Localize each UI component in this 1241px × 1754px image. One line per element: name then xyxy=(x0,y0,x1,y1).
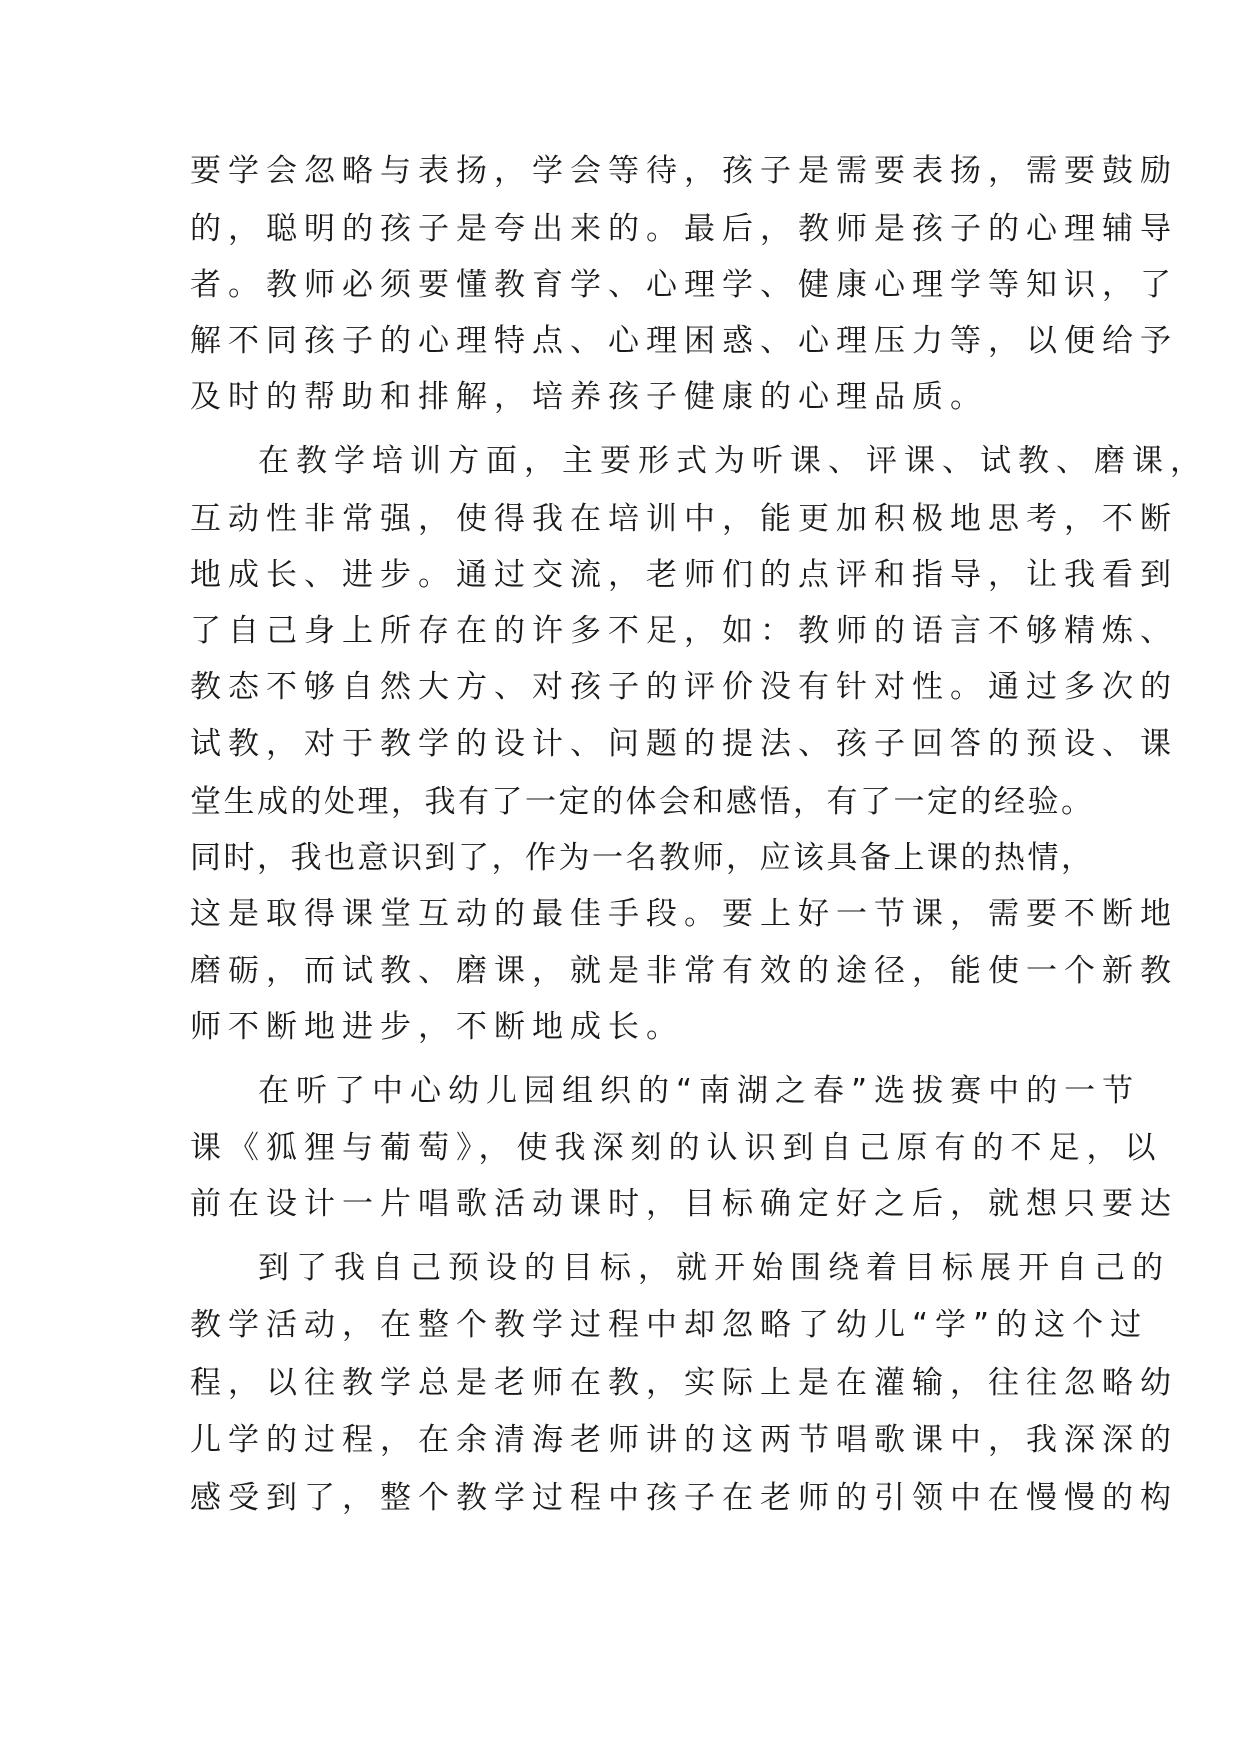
text-line: 及时的帮助和排解，培养孩子健康的心理品质。 xyxy=(190,379,988,415)
text-line: 课《狐狸与葡萄》，使我深刻的认识到自己原有的不足，以 xyxy=(190,1130,1163,1166)
text-line: 这是取得课堂互动的最佳手段。要上好一节课，需要不断地 xyxy=(190,896,1178,932)
text-line: 同时，我也意识到了，作为一名教师，应该具备上课的热情， xyxy=(190,840,1095,876)
text-line: 要学会忽略与表扬，学会等待，孩子是需要表扬，需要鼓励 xyxy=(190,153,1178,189)
text-line: 地成长、进步。通过交流，老师们的点评和指导，让我看到 xyxy=(190,557,1178,593)
text-line: 前在设计一片唱歌活动课时，目标确定好之后，就想只要达 xyxy=(190,1186,1178,1222)
text-line: 解不同孩子的心理特点、心理困惑、心理压力等，以便给予 xyxy=(190,323,1178,359)
text-line: 试教，对于教学的设计、问题的提法、孩子回答的预设、课 xyxy=(190,726,1178,762)
text-line: 互动性非常强，使得我在培训中，能更加积极地思考，不断 xyxy=(190,501,1178,537)
text-line: 教态不够自然大方、对孩子的评价没有针对性。通过多次的 xyxy=(190,669,1178,705)
text-line: 了自己身上所存在的许多不足，如：教师的语言不够精炼、 xyxy=(190,613,1178,649)
text-line: 教学活动，在整个教学过程中却忽略了幼儿“学”的这个过 xyxy=(190,1307,1149,1343)
text-line: 者。教师必须要懂教育学、心理学、健康心理学等知识，了 xyxy=(190,267,1178,303)
text-line: 感受到了，整个教学过程中孩子在老师的引领中在慢慢的构 xyxy=(190,1480,1178,1516)
text-line: 儿学的过程，在余清海老师讲的这两节唱歌课中，我深深的 xyxy=(190,1422,1178,1458)
paragraph-start-line: 到了我自己预设的目标，就开始围绕着目标展开自己的 xyxy=(258,1250,1170,1286)
text-line: 堂生成的处理，我有了一定的体会和感悟，有了一定的经验。 xyxy=(190,784,1095,820)
text-line: 磨砺，而试教、磨课，就是非常有效的途径，能使一个新教 xyxy=(190,953,1178,989)
text-line: 的，聪明的孩子是夸出来的。最后，教师是孩子的心理辅导 xyxy=(190,211,1178,247)
text-line: 程，以往教学总是老师在教，实际上是在灌输，往往忽略幼 xyxy=(190,1365,1178,1401)
paragraph-start-line: 在听了中心幼儿园组织的“南湖之春”选拔赛中的一节 xyxy=(258,1073,1141,1109)
paragraph-start-line: 在教学培训方面，主要形式为听课、评课、试教、磨课， xyxy=(258,443,1208,479)
text-line: 师不断地进步，不断地成长。 xyxy=(190,1009,684,1045)
